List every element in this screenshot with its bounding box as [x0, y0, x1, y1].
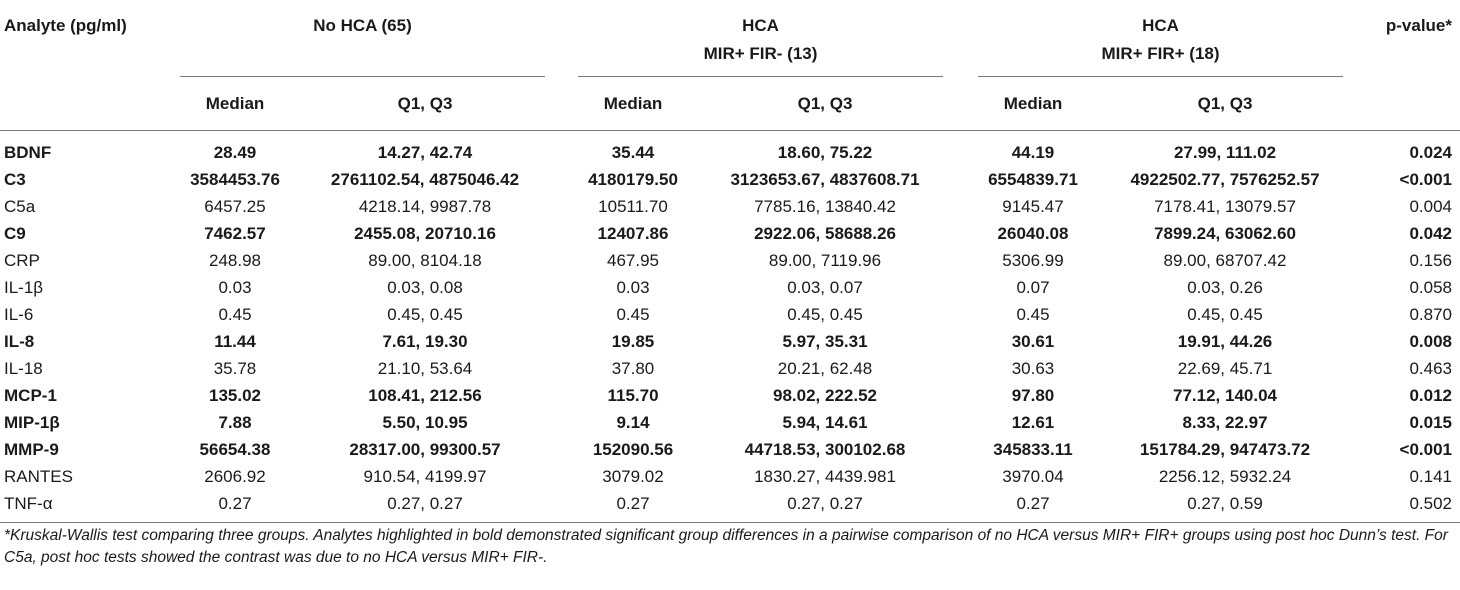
- no-hca-q1q3: 108.41, 212.56: [368, 386, 482, 405]
- analyte-name: CRP: [4, 251, 40, 270]
- no-hca-q1q3: 0.45, 0.45: [387, 305, 463, 324]
- subheader-q-3: Q1, Q3: [1197, 94, 1253, 113]
- mirplus-firminus-median: 4180179.50: [588, 170, 678, 189]
- mirplus-firminus-q1q3: 3123653.67, 4837608.71: [730, 170, 920, 189]
- analyte-name: C3: [4, 170, 26, 189]
- analyte-name: MMP-9: [4, 440, 59, 459]
- analyte-name: IL-1β: [4, 278, 44, 297]
- table-bottom-rule: [0, 522, 1460, 523]
- p-value: 0.058: [1409, 278, 1452, 297]
- mirplus-firplus-median: 12.61: [1011, 413, 1055, 432]
- no-hca-q1q3: 2455.08, 20710.16: [354, 224, 496, 243]
- mirplus-firminus-median: 19.85: [611, 332, 655, 351]
- no-hca-q1q3: 5.50, 10.95: [382, 413, 468, 432]
- no-hca-q1q3: 0.27, 0.27: [387, 494, 463, 513]
- group-underline-1: [180, 76, 545, 77]
- analyte-name: RANTES: [4, 467, 73, 486]
- analyte-name: TNF-α: [4, 494, 53, 513]
- mirplus-firminus-median: 115.70: [607, 386, 659, 405]
- header-pvalue: p-value*: [1385, 16, 1452, 35]
- mirplus-firminus-median: 3079.02: [602, 467, 664, 486]
- mirplus-firminus-median: 35.44: [611, 143, 655, 162]
- p-value: 0.502: [1409, 494, 1452, 513]
- no-hca-q1q3: 4218.14, 9987.78: [358, 197, 492, 216]
- header-group-no-hca: No HCA (65): [313, 16, 412, 35]
- mirplus-firplus-q1q3: 7178.41, 13079.57: [1154, 197, 1296, 216]
- analyte-name: BDNF: [4, 143, 52, 162]
- mirplus-firminus-q1q3: 0.03, 0.07: [787, 278, 863, 297]
- mirplus-firminus-median: 10511.70: [598, 197, 668, 216]
- subheader-median-1: Median: [205, 94, 265, 113]
- no-hca-median: 7.88: [218, 413, 252, 432]
- mirplus-firplus-median: 44.19: [1011, 143, 1055, 162]
- p-value: 0.463: [1409, 359, 1452, 378]
- no-hca-median: 7462.57: [204, 224, 266, 243]
- analyte-name: IL-8: [4, 332, 35, 351]
- header-group-hca-mirplus-firplus-line1: HCA: [1142, 16, 1179, 35]
- mirplus-firminus-q1q3: 7785.16, 13840.42: [754, 197, 896, 216]
- p-value: 0.004: [1409, 197, 1452, 216]
- no-hca-median: 0.27: [218, 494, 252, 513]
- mirplus-firplus-median: 30.61: [1011, 332, 1055, 351]
- no-hca-median: 0.03: [218, 278, 252, 297]
- mirplus-firminus-q1q3: 20.21, 62.48: [777, 359, 873, 378]
- no-hca-median: 28.49: [213, 143, 257, 162]
- group-underline-3: [978, 76, 1343, 77]
- mirplus-firplus-median: 9145.47: [1002, 197, 1064, 216]
- mirplus-firminus-q1q3: 2922.06, 58688.26: [754, 224, 896, 243]
- no-hca-q1q3: 7.61, 19.30: [382, 332, 468, 351]
- no-hca-median: 3584453.76: [190, 170, 280, 189]
- mirplus-firplus-q1q3: 22.69, 45.71: [1177, 359, 1273, 378]
- p-value: <0.001: [1399, 170, 1452, 189]
- mirplus-firminus-median: 9.14: [616, 413, 650, 432]
- header-rule: [0, 130, 1460, 131]
- mirplus-firminus-median: 467.95: [607, 251, 659, 270]
- no-hca-median: 0.45: [218, 305, 252, 324]
- no-hca-median: 135.02: [209, 386, 261, 405]
- analyte-name: IL-6: [4, 305, 34, 324]
- p-value: 0.015: [1409, 413, 1452, 432]
- p-value: 0.024: [1409, 143, 1452, 162]
- mirplus-firminus-q1q3: 1830.27, 4439.981: [754, 467, 896, 486]
- no-hca-q1q3: 28317.00, 99300.57: [349, 440, 501, 459]
- mirplus-firplus-q1q3: 2256.12, 5932.24: [1158, 467, 1292, 486]
- mirplus-firplus-q1q3: 77.12, 140.04: [1173, 386, 1277, 405]
- mirplus-firminus-q1q3: 44718.53, 300102.68: [744, 440, 906, 459]
- mirplus-firplus-median: 30.63: [1011, 359, 1055, 378]
- analyte-name: C5a: [4, 197, 36, 216]
- mirplus-firplus-q1q3: 4922502.77, 7576252.57: [1130, 170, 1320, 189]
- no-hca-q1q3: 0.03, 0.08: [387, 278, 463, 297]
- p-value: 0.870: [1409, 305, 1452, 324]
- mirplus-firplus-q1q3: 19.91, 44.26: [1177, 332, 1273, 351]
- p-value: 0.008: [1409, 332, 1452, 351]
- no-hca-median: 56654.38: [199, 440, 271, 459]
- mirplus-firminus-q1q3: 5.97, 35.31: [782, 332, 868, 351]
- no-hca-q1q3: 14.27, 42.74: [377, 143, 473, 162]
- no-hca-median: 6457.25: [204, 197, 266, 216]
- subheader-median-3: Median: [1003, 94, 1063, 113]
- mirplus-firplus-median: 5306.99: [1002, 251, 1064, 270]
- analyte-name: C9: [4, 224, 26, 243]
- mirplus-firminus-median: 0.45: [616, 305, 650, 324]
- header-group-hca-mirplus-firplus-line2: MIR+ FIR+ (18): [1101, 44, 1220, 63]
- mirplus-firplus-q1q3: 151784.29, 947473.72: [1139, 440, 1311, 459]
- mirplus-firplus-q1q3: 7899.24, 63062.60: [1154, 224, 1296, 243]
- mirplus-firplus-q1q3: 0.27, 0.59: [1187, 494, 1263, 513]
- analyte-name: MIP-1β: [4, 413, 60, 432]
- mirplus-firminus-q1q3: 89.00, 7119.96: [768, 251, 882, 270]
- subheader-median-2: Median: [603, 94, 663, 113]
- no-hca-q1q3: 21.10, 53.64: [377, 359, 473, 378]
- mirplus-firminus-median: 152090.56: [592, 440, 674, 459]
- mirplus-firplus-median: 0.27: [1016, 494, 1050, 513]
- no-hca-median: 248.98: [209, 251, 261, 270]
- header-group-hca-mirplus-firminus-line1: HCA: [742, 16, 779, 35]
- p-value: 0.042: [1409, 224, 1452, 243]
- mirplus-firplus-median: 345833.11: [993, 440, 1073, 459]
- mirplus-firplus-median: 26040.08: [997, 224, 1069, 243]
- p-value: <0.001: [1399, 440, 1452, 459]
- mirplus-firplus-q1q3: 0.45, 0.45: [1187, 305, 1263, 324]
- mirplus-firplus-q1q3: 8.33, 22.97: [1182, 413, 1268, 432]
- no-hca-q1q3: 89.00, 8104.18: [368, 251, 482, 270]
- no-hca-median: 11.44: [214, 332, 256, 351]
- mirplus-firplus-q1q3: 27.99, 111.02: [1173, 143, 1277, 162]
- header-group-hca-mirplus-firminus-line2: MIR+ FIR- (13): [703, 44, 818, 63]
- no-hca-median: 35.78: [213, 359, 257, 378]
- mirplus-firminus-median: 37.80: [611, 359, 655, 378]
- mirplus-firminus-q1q3: 5.94, 14.61: [782, 413, 868, 432]
- mirplus-firplus-median: 6554839.71: [988, 170, 1078, 189]
- mirplus-firminus-q1q3: 98.02, 222.52: [773, 386, 877, 405]
- header-analyte: Analyte (pg/ml): [4, 16, 127, 35]
- mirplus-firplus-median: 0.07: [1016, 278, 1050, 297]
- subheader-q-1: Q1, Q3: [397, 94, 453, 113]
- mirplus-firplus-q1q3: 89.00, 68707.42: [1163, 251, 1287, 270]
- mirplus-firminus-q1q3: 0.45, 0.45: [787, 305, 863, 324]
- analyte-name: MCP-1: [4, 386, 57, 405]
- mirplus-firplus-q1q3: 0.03, 0.26: [1187, 278, 1263, 297]
- mirplus-firminus-median: 12407.86: [597, 224, 669, 243]
- no-hca-q1q3: 910.54, 4199.97: [363, 467, 487, 486]
- mirplus-firplus-median: 97.80: [1011, 386, 1055, 405]
- p-value: 0.012: [1409, 386, 1452, 405]
- mirplus-firminus-q1q3: 0.27, 0.27: [787, 494, 863, 513]
- mirplus-firminus-median: 0.03: [616, 278, 650, 297]
- no-hca-q1q3: 2761102.54, 4875046.42: [330, 170, 520, 189]
- group-underline-2: [578, 76, 943, 77]
- subheader-q-2: Q1, Q3: [797, 94, 853, 113]
- mirplus-firplus-median: 0.45: [1016, 305, 1050, 324]
- mirplus-firplus-median: 3970.04: [1002, 467, 1064, 486]
- p-value: 0.156: [1409, 251, 1452, 270]
- mirplus-firminus-median: 0.27: [616, 494, 650, 513]
- p-value: 0.141: [1409, 467, 1452, 486]
- analyte-name: IL-18: [4, 359, 43, 378]
- no-hca-median: 2606.92: [204, 467, 266, 486]
- table-footnote: *Kruskal-Wallis test comparing three groups. Analytes highlighted in bold demonstrated significant group differences in a pairwise comparison of no HCA versus MIR+ FIR+ groups using post hoc Dunn’s test. For C5a, post hoc tests showed the contrast was due to no HCA versus MIR+ FIR-.: [4, 527, 1448, 566]
- mirplus-firminus-q1q3: 18.60, 75.22: [777, 143, 873, 162]
